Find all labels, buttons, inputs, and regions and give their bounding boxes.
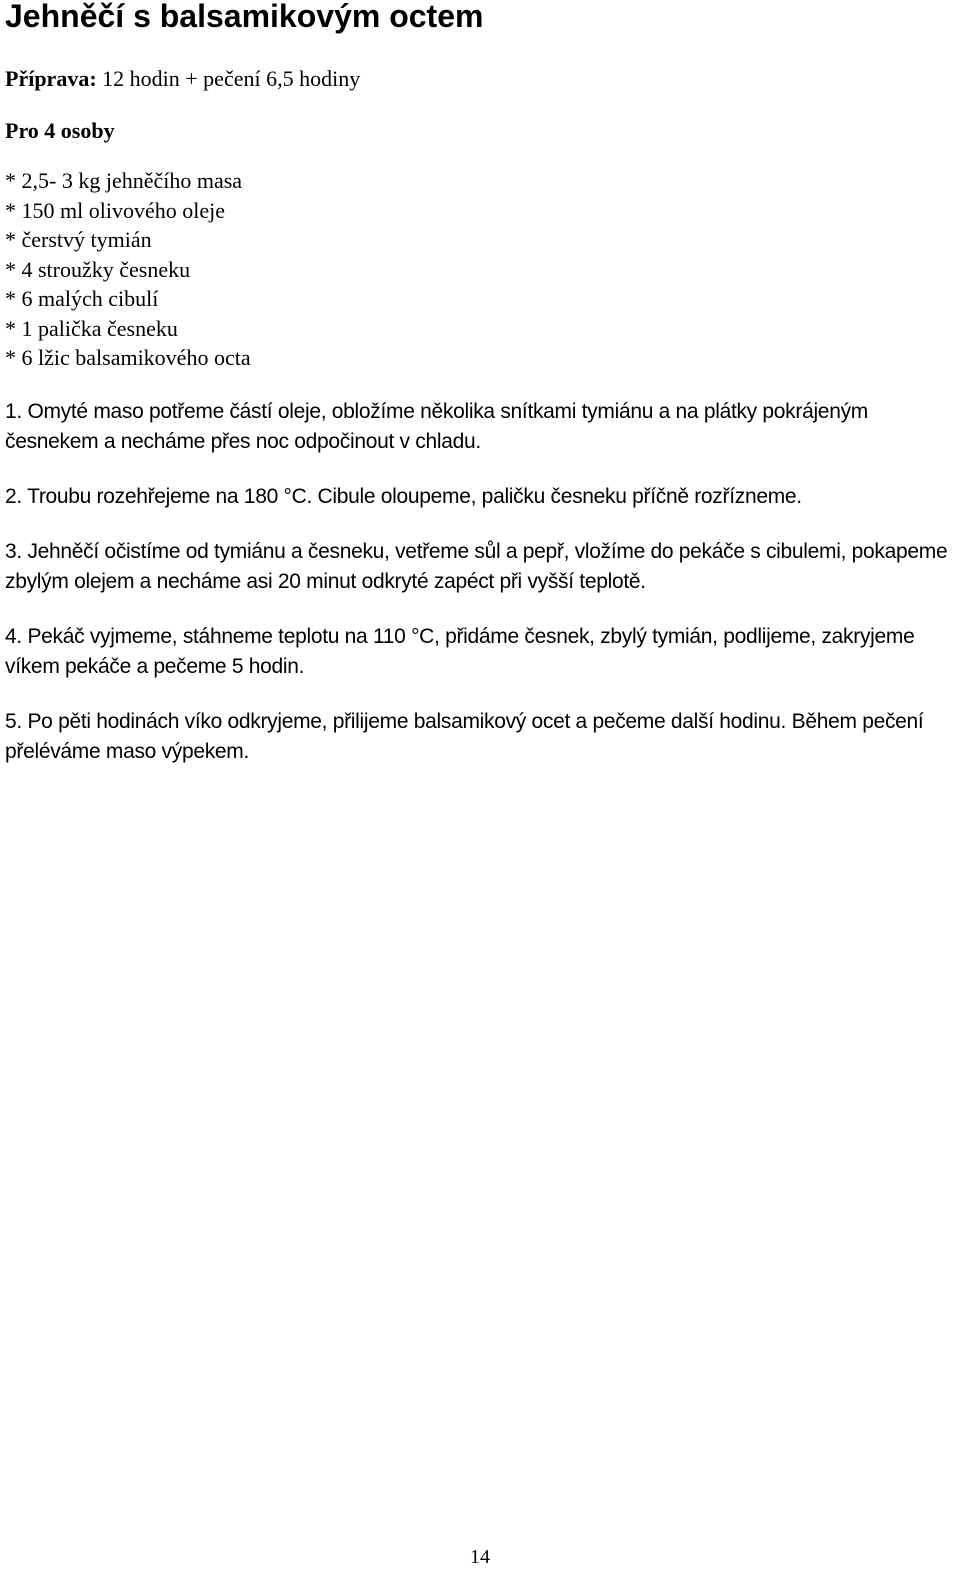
instruction-step: 1. Omyté maso potřeme částí oleje, obložíme několika snítkami tymiánu a na plátky pokrájeným česnekem a necháme přes noc odpočinout v chladu. <box>5 400 868 453</box>
ingredient-item: * 1 palička česneku <box>5 315 178 341</box>
preparation-value: 12 hodin + pečení 6,5 hodiny <box>102 66 361 91</box>
ingredient-item: * 6 malých cibulí <box>5 286 159 311</box>
ingredient-item: * 6 lžic balsamikového octa <box>5 345 251 370</box>
ingredient-item: * 4 stroužky česneku <box>5 256 191 282</box>
instruction-step: 2. Troubu rozehřejeme na 180 °C. Cibule oloupeme, paličku česneku příčně rozřízneme. <box>5 485 802 508</box>
instruction-step: 3. Jehněčí očistíme od tymiánu a česneku, vetřeme sůl a pepř, vložíme do pekáče s cibulemi, pokapeme zbylým olejem a necháme asi 20 minut odkryté zapéct při vyšší teplotě. <box>5 540 948 593</box>
ingredient-item: * čerstvý tymián <box>5 227 152 252</box>
instruction-step: 4. Pekáč vyjmeme, stáhneme teplotu na 110 °C, přidáme česnek, zbylý tymián, podlijeme, zakryjeme víkem pekáče a pečeme 5 hodin. <box>5 625 915 678</box>
servings: Pro 4 osoby <box>5 118 115 143</box>
page-number: 14 <box>470 1546 490 1568</box>
ingredient-item: * 2,5- 3 kg jehněčího masa <box>5 168 243 193</box>
instructions <box>5 397 960 792</box>
instruction-step: 5. Po pěti hodinách víko odkryjeme, přilijeme balsamikový ocet a pečeme další hodinu. Během pečení přeléváme maso výpekem. <box>5 710 924 763</box>
recipe-title: Jehněčí s balsamikovým octem <box>5 0 484 34</box>
ingredients-list <box>5 166 251 373</box>
ingredient-item: * 150 ml olivového oleje <box>5 197 225 223</box>
preparation-label: Příprava: <box>5 66 97 91</box>
preparation-time <box>5 65 360 93</box>
